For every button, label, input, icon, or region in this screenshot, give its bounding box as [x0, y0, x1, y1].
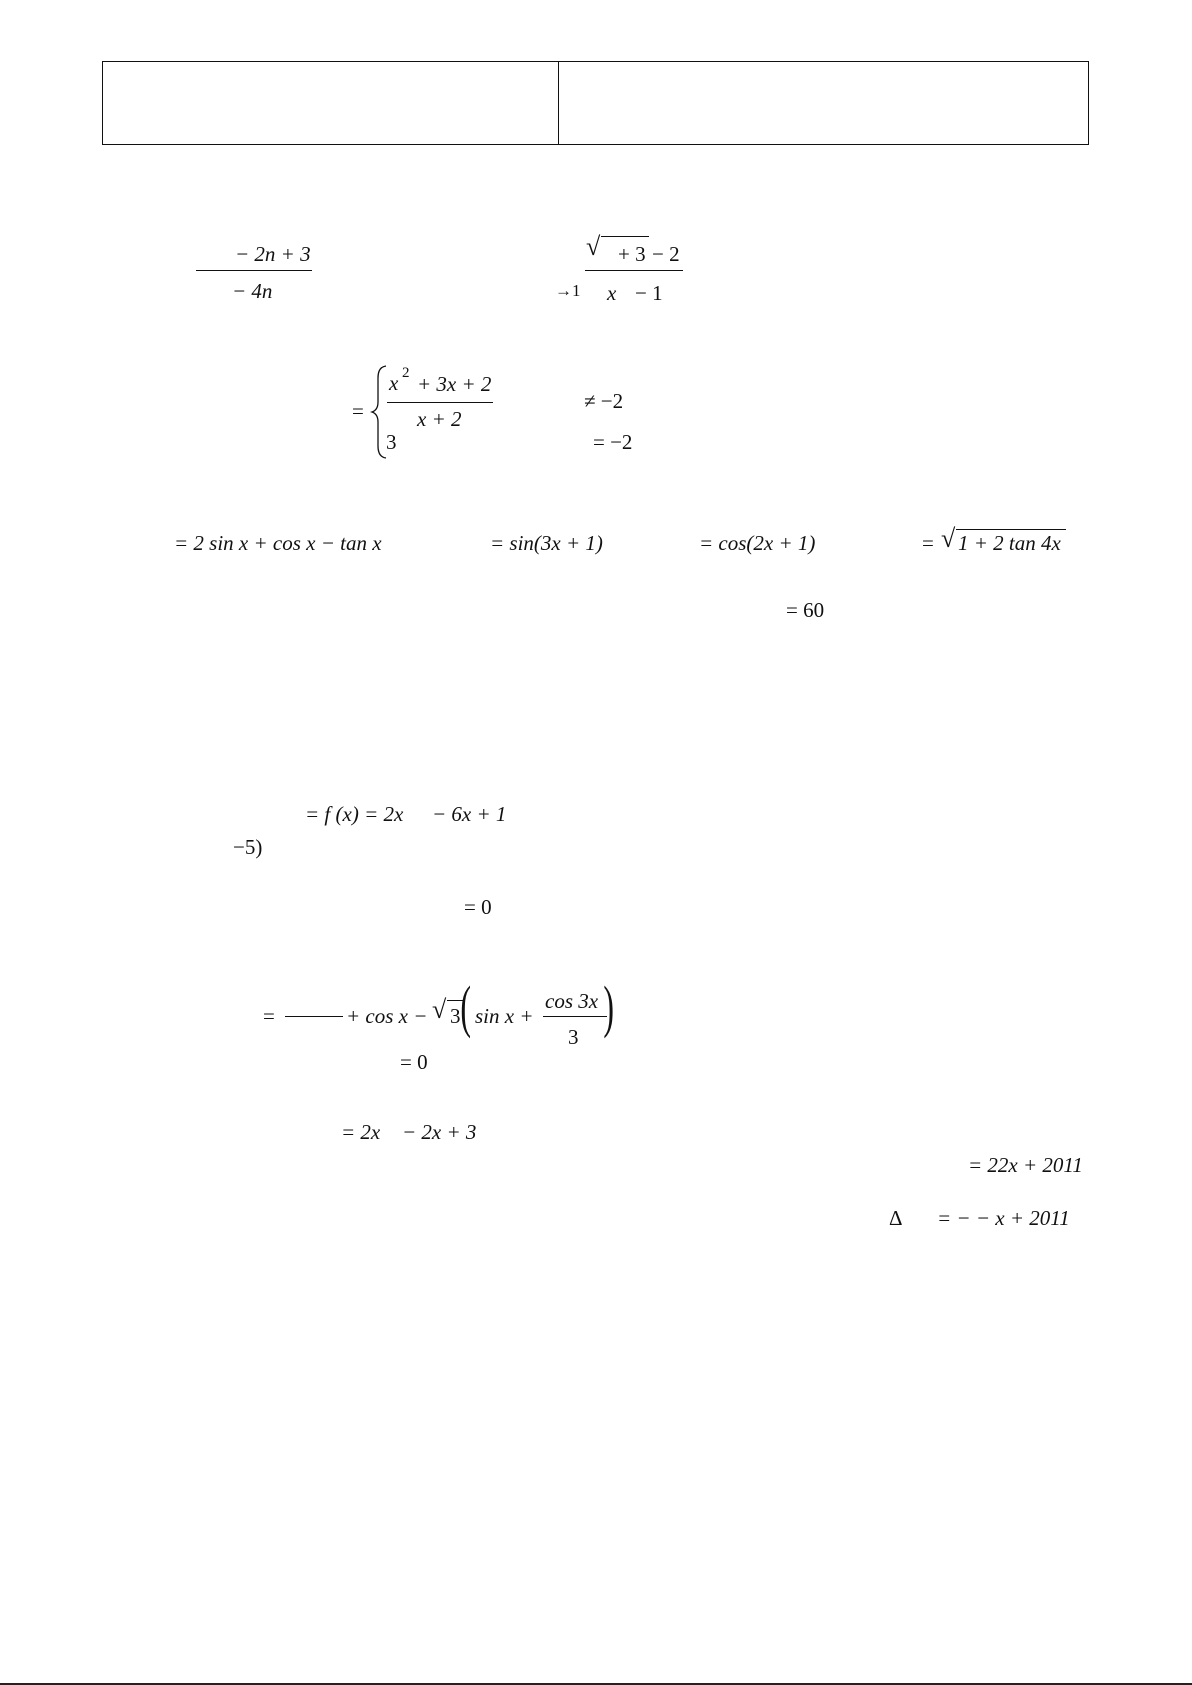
function-4-radicand: 1 + 2 tan 4x	[958, 531, 1061, 555]
left-paren-icon: (	[460, 974, 471, 1039]
piecewise-equals: =	[352, 399, 364, 423]
function-4-prefix: =	[922, 531, 934, 555]
trig-middle: + cos x −	[346, 1004, 428, 1028]
sqrt-icon: √	[586, 232, 601, 261]
piecewise-fraction-bar	[387, 402, 493, 403]
piecewise-case1-exponent: 2	[402, 365, 410, 381]
equation-zero-1: = 0	[464, 895, 492, 919]
problem-b-denominator-x: x	[607, 281, 617, 305]
right-paren-icon: )	[603, 974, 614, 1039]
trig-fraction-denominator: 3	[568, 1025, 579, 1049]
function-2: = sin(3x + 1)	[490, 531, 603, 555]
problem-a-denominator: − 4n	[232, 279, 273, 303]
function-3: = cos(2x + 1)	[699, 531, 816, 555]
header-cell-left	[103, 62, 559, 145]
trig-inner-a: sin x +	[475, 1004, 534, 1028]
problem-b-radical-bar	[601, 236, 649, 237]
sqrt-icon: √	[432, 995, 447, 1024]
delta-symbol: Δ	[889, 1206, 903, 1230]
problem-b-denominator-tail: − 1	[635, 281, 663, 305]
problem-a-numerator: − 2n + 3	[235, 242, 311, 266]
problem-b-numerator-tail: − 2	[652, 242, 680, 266]
function-4-radical-bar	[956, 529, 1066, 530]
tangent-line-1: = 22x + 2011	[968, 1153, 1083, 1177]
piecewise-case1-denominator: x + 2	[417, 407, 462, 431]
cubic-lhs: = f (x) = 2x	[305, 802, 404, 826]
trig-equals: =	[263, 1004, 275, 1028]
trig-blank-fraction-bar	[285, 1016, 343, 1017]
piecewise-case2-condition: = −2	[593, 430, 633, 454]
piecewise-case2-value: 3	[386, 430, 397, 454]
function-1: = 2 sin x + cos x − tan x	[174, 531, 382, 555]
equation-zero-2: = 0	[400, 1050, 428, 1074]
problem-b-radicand: + 3	[618, 242, 646, 266]
tangent-line-2: = − − x + 2011	[937, 1206, 1070, 1230]
piecewise-case1-condition: ≠ −2	[584, 389, 624, 413]
piecewise-case1-x: x	[389, 371, 399, 395]
quad-rhs: − 2x + 3	[402, 1120, 477, 1144]
trig-sqrt-content: 3	[450, 1004, 461, 1028]
trig-fraction-numerator: cos 3x	[545, 989, 599, 1013]
header-cell-right	[559, 62, 1089, 145]
piecewise-case1-numerator: + 3x + 2	[417, 372, 492, 396]
quad-lhs: = 2x	[341, 1120, 381, 1144]
cubic-rhs: − 6x + 1	[432, 802, 507, 826]
trig-fraction-bar	[543, 1016, 607, 1017]
header-table	[102, 61, 1089, 145]
problem-b-limit-subscript: →1	[555, 281, 581, 300]
problem-b-fraction-bar	[585, 270, 683, 271]
problem-a-fraction-bar	[196, 270, 312, 271]
value-60: = 60	[786, 598, 825, 622]
sqrt-icon: √	[941, 524, 956, 553]
point-coordinate: −5)	[233, 835, 263, 859]
